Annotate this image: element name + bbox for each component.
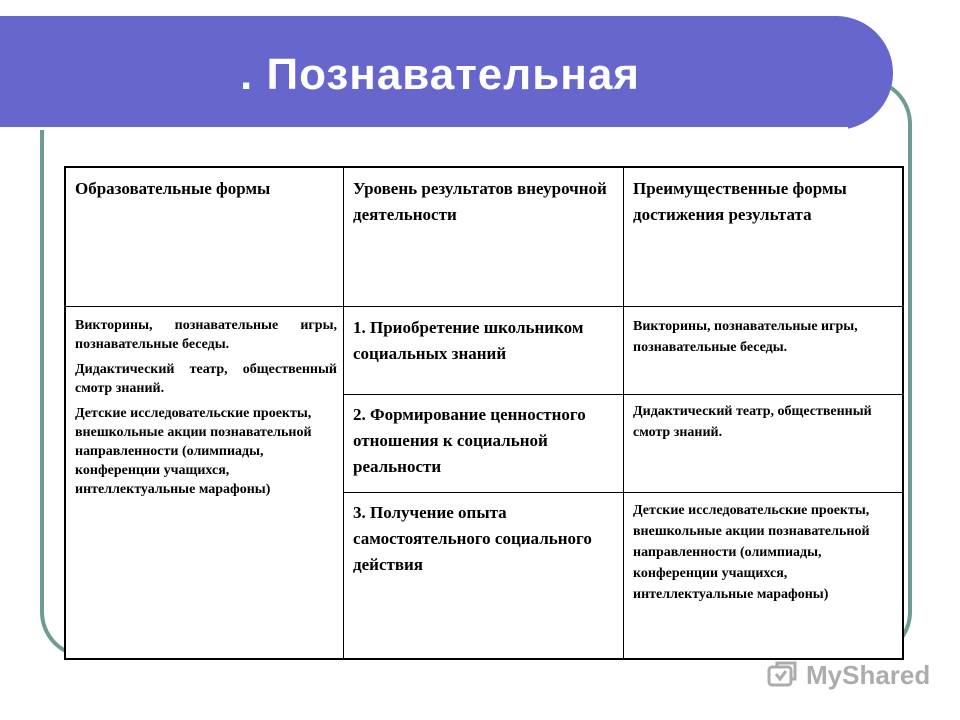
table-row-divider — [343, 394, 902, 395]
forms-paragraph: Дидактический театр, общественный смотр знаний. — [75, 362, 337, 396]
slide-title: . Познавательная — [240, 50, 640, 99]
table-header-divider — [66, 306, 902, 307]
table-col-divider — [343, 168, 344, 658]
myshared-logo-icon — [766, 658, 800, 692]
table-header-result-forms: Преимущественные формы достижения результата — [633, 179, 847, 224]
watermark-text: MyShared — [806, 659, 931, 690]
forms-paragraph: Детские исследовательские проекты, внешкольные акции познавательной направленности (олимпиады, конференции учащихся, интеллектуальные марафоны) — [75, 406, 312, 497]
table-header-level: Уровень результатов внеурочной деятельности — [353, 179, 607, 224]
results-table — [64, 166, 904, 660]
table-cell-forms — [75, 316, 337, 505]
table-col-divider — [623, 168, 624, 658]
table-cell-level-3: 3. Получение опыта самостоятельного социального действия — [353, 503, 592, 574]
forms-paragraph: Викторины, познавательные игры, познавательные беседы. — [75, 318, 337, 352]
table-cell-result-forms-3: Детские исследовательские проекты, внешкольные акции познавательной направленности (олимпиады, конференции учащихся, интеллектуальные марафоны) — [633, 503, 870, 602]
title-underline — [0, 127, 848, 130]
table-cell-result-forms-1: Викторины, познавательные игры, познавательные беседы. — [633, 319, 858, 355]
table-row-divider — [343, 492, 902, 493]
table-cell-result-forms-2: Дидактический театр, общественный смотр знаний. — [633, 404, 872, 440]
table-cell-level-2: 2. Формирование ценностного отношения к социальной реальности — [353, 405, 586, 476]
table-cell-level-1: 1. Приобретение школьником социальных знаний — [353, 318, 584, 363]
watermark — [766, 655, 930, 695]
table-header-forms: Образовательные формы — [75, 179, 271, 198]
